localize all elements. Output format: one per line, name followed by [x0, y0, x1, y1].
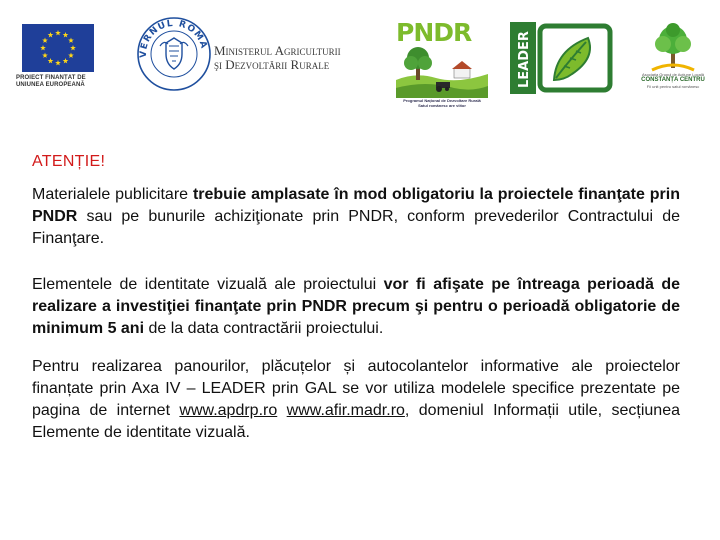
pndr-landscape-icon [396, 46, 488, 98]
government-seal-icon [136, 16, 212, 92]
p2-text-2: de la data contractării proiectului. [144, 320, 384, 337]
p1-bold: trebuie amplasate în mod obligatoriu la proiectele finanţate prin PNDR [32, 186, 681, 225]
gal-logo [640, 20, 706, 89]
paragraph-display-period [32, 274, 680, 340]
p1-text-2: sau pe bunurile achiziţionate prin PNDR, conform prevederilor Contractului de Finanţare. [32, 208, 680, 247]
gal-name: CONSTANȚA CENTRU [641, 77, 705, 83]
paragraph-models-info [32, 356, 680, 444]
p2-text-1: Elementele de identitate vizuală ale proiectului [32, 276, 384, 293]
gal-tree-icon [642, 20, 704, 72]
p2-bold: vor fi afişate pe întreaga perioadă de realizare a investiţiei finanţate prin PNDR precum şi pentru o perioadă obligatorie de minimum 5 ani [32, 276, 680, 337]
attention-title: ATENȚIE! [32, 153, 106, 170]
eu-caption-line1: PROIECT FINANȚAT DE [16, 75, 86, 81]
p3-text-2: , domeniul Informații utile, secțiunea Elemente de identitate vizuală. [32, 402, 680, 441]
government-logo [136, 16, 212, 92]
pndr-caption-line1: Programul Național de Dezvoltare Rurală [403, 98, 481, 103]
gal-subcaption: Fii unit pentru satul românesc [646, 84, 700, 89]
apdrp-link[interactable]: www.apdrp.ro [179, 402, 278, 419]
p3-text-1: Pentru realizarea panourilor, plăcuțelor și autocolantelor informative ale proiectelor finanțate prin Axa IV – LEADER prin GAL se vor utiliza modelele specifice prezentate pe pagina de internet [32, 358, 680, 419]
afir-link[interactable]: www.afir.madr.ro [286, 402, 405, 419]
gal-caption: Asociația Grupul de Acțiune Locală [641, 72, 705, 77]
logo-strip [0, 0, 720, 112]
leader-wordmark: LEADER [517, 31, 532, 88]
eu-flag-icon [22, 24, 94, 72]
government-arc-text: VERNUL ROMÂ [138, 18, 209, 58]
paragraph-placement-rules [32, 184, 680, 250]
p3-link-separator [277, 402, 286, 419]
svg-text:GUVERNUL ROMÂNIEI [136, 16, 211, 58]
p1-text-1: Materialele publicitare [32, 186, 193, 203]
pndr-caption-line2: Satul românesc are viitor [418, 103, 466, 108]
ministry-name-line2: şi Dezvoltării Rurale [214, 57, 330, 72]
pndr-logo [396, 20, 490, 108]
eu-logo [16, 24, 100, 89]
ministry-logo [214, 44, 364, 72]
eu-caption [16, 75, 100, 89]
ministry-name-line1: Ministerul Agriculturii [214, 43, 341, 58]
leader-logo [510, 22, 614, 94]
pndr-wordmark: PNDR [396, 18, 472, 47]
eu-caption-line2: UNIUNEA EUROPEANĂ [16, 82, 85, 88]
leader-logo-icon [510, 22, 614, 94]
